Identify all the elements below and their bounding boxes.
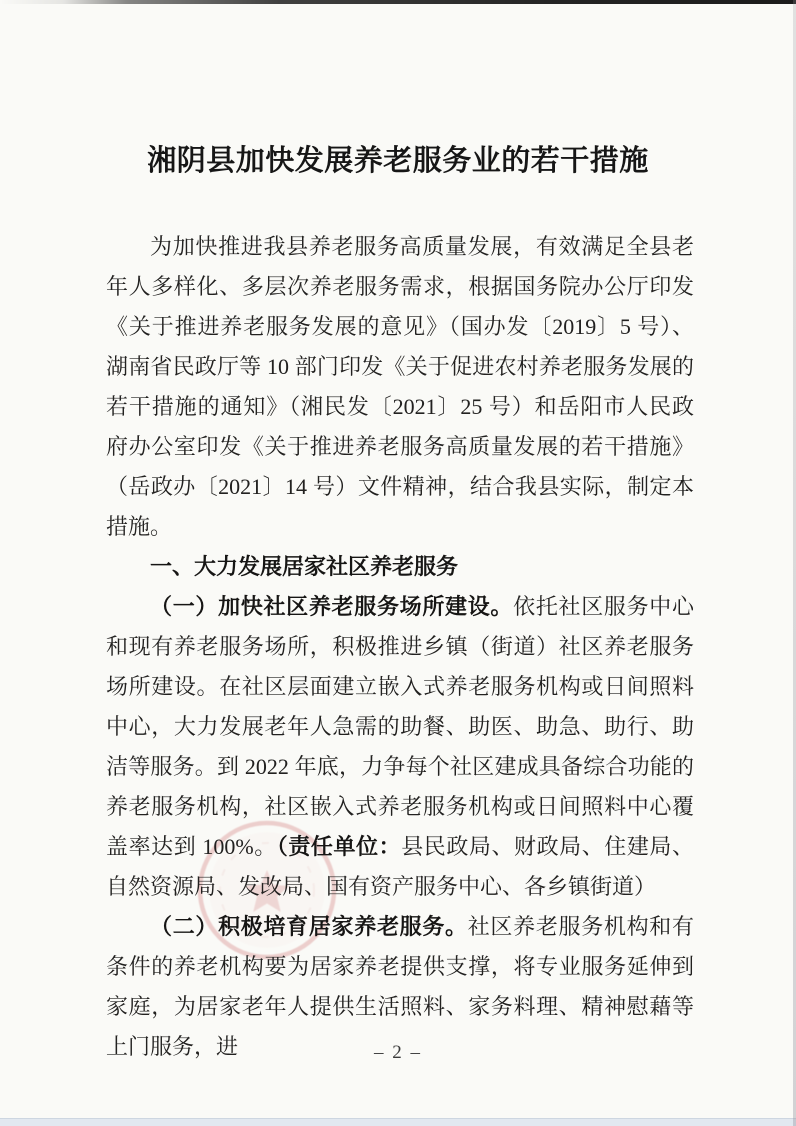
text-segment: （责任单位： — [276, 834, 402, 859]
paragraph — [106, 227, 694, 547]
text-segment: 县民政局、财政局、住建局、自然资源局、发改局、国有资产服务中心、各乡镇街道） — [106, 834, 694, 899]
text-segment: 依托社区服务中心和现有养老服务场所，积极推进乡镇（街道）社区养老服务场所建设。在社区层面建立嵌入式养老服务机构或日间照料中心，大力发展老年人急需的助餐、助医、助急、助行、助洁等服务。到 2022 年底，力争每个社区建成具备综合功能的养老服务机构，社区嵌入式养老服务机构或日间照料中心覆盖率达到 100%。 — [106, 594, 694, 859]
document-body — [106, 227, 694, 1067]
paragraph — [106, 907, 694, 1067]
text-segment: 社区养老服务机构和有条件的养老机构要为居家养老提供支撑，将专业服务延伸到家庭，为居家老年人提供生活照料、家务料理、精神慰藉等上门服务，进 — [106, 914, 694, 1059]
text-segment: （一）加快社区养老服务场所建设。 — [150, 594, 514, 619]
text-segment: 为加快推进我县养老服务高质量发展，有效满足全县老年人多样化、多层次养老服务需求，根据国务院办公厅印发《关于推进养老服务发展的意见》（国办发〔2019〕5 号）、湖南省民政厅等 10 部门印发《关于促进农村养老服务发展的若干措施的通知》（湘民发〔2021〕25 号）和岳阳市人民政府办公室印发《关于推进养老服务高质量发展的若干措施》（岳政办〔2021〕14 号）文件精神，结合我县实际，制定本措施。 — [106, 234, 694, 539]
section-heading — [106, 547, 694, 587]
paragraph — [106, 587, 694, 907]
scan-top-edge-artifact — [0, 0, 796, 4]
page-number: – 2 – — [374, 1042, 422, 1063]
text-segment: （二）积极培育居家养老服务。 — [150, 914, 468, 939]
text-segment: 一、大力发展居家社区养老服务 — [150, 554, 459, 579]
scan-bottom-edge-artifact — [0, 1118, 796, 1126]
document-title: 湘阴县加快发展养老服务业的若干措施 — [147, 145, 649, 177]
